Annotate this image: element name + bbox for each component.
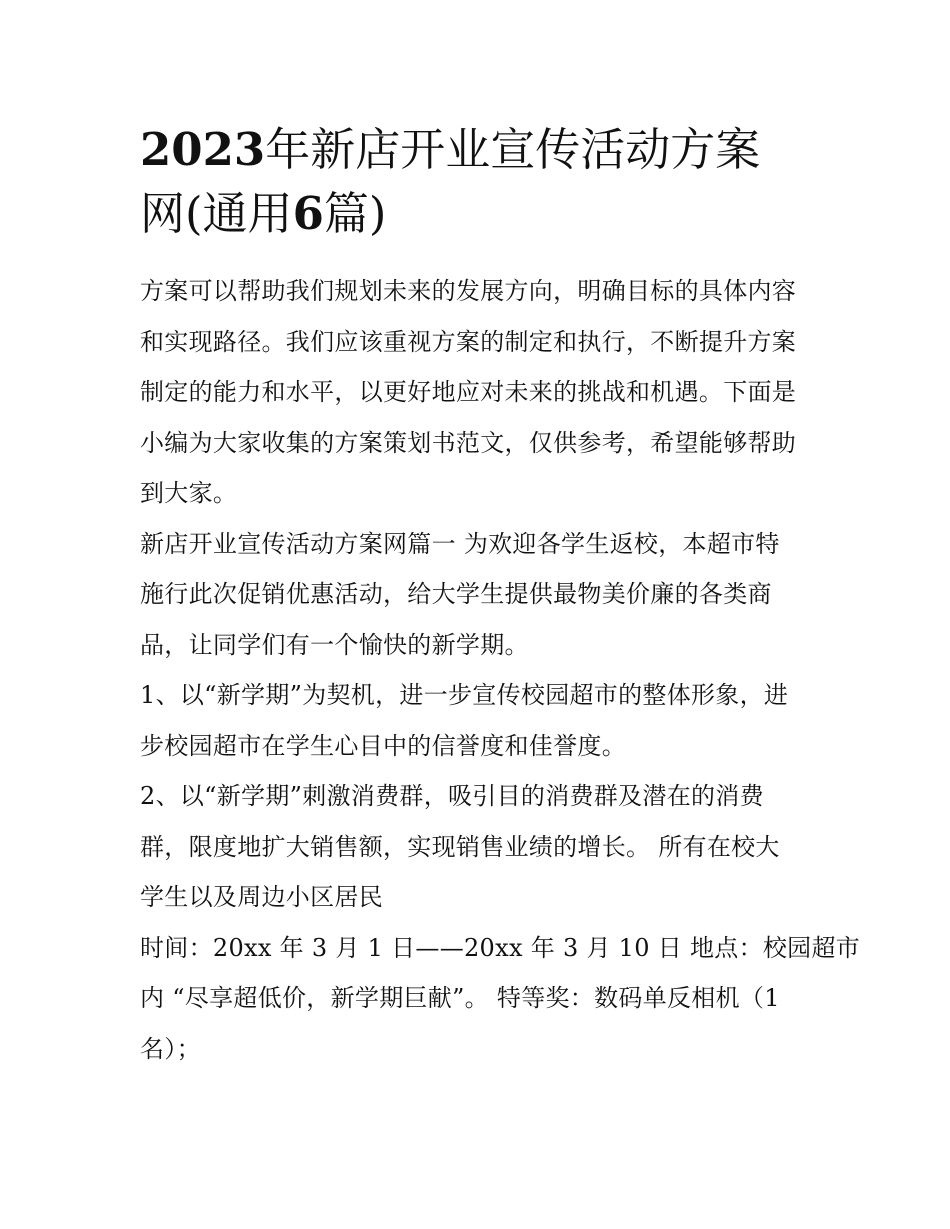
title-line-1 (140, 118, 820, 182)
paragraph-goal-two (140, 771, 820, 923)
text-line: 小编为大家收集的方案策划书范文，仅供参考，希望能够帮助 (140, 428, 797, 457)
title-count: 6 (292, 187, 324, 240)
text-line: 学生以及周边小区居民 (140, 883, 383, 911)
document-body (140, 266, 861, 1074)
document-title (140, 118, 820, 246)
title-text: 篇) (323, 187, 387, 240)
document-page (140, 118, 861, 1074)
text-line: 群，限度地扩大销售额，实现销售业绩的增长。 所有在校大 (140, 832, 780, 861)
text-line: 和实现路径。我们应该重视方案的制定和执行，不断提升方案 (140, 327, 797, 356)
text-line: 1、以“新学期”为契机，进一步宣传校园超市的整体形象，进 (140, 681, 789, 709)
title-year: 2023 (140, 123, 266, 176)
text-line: 名）； (140, 1034, 201, 1063)
title-text: 网(通用 (140, 187, 293, 240)
text-line: 时间：20xx 年 3 月 1 日——20xx 年 3 月 10 日 地点：校园超市 (140, 933, 861, 962)
paragraph-goal-one (140, 670, 820, 771)
text-line: 方案可以帮助我们规划未来的发展方向，明确目标的具体内容 (140, 277, 797, 305)
text-line: 制定的能力和水平，以更好地应对未来的挑战和机遇。下面是 (140, 378, 797, 406)
text-line: 内 “尽享超低价，新学期巨献”。 特等奖：数码单反相机（1 (140, 984, 780, 1012)
paragraph-schedule (140, 923, 861, 1075)
title-text: 年新店开业宣传活动方案 (265, 123, 761, 176)
paragraph-intro (140, 266, 820, 519)
text-line: 2、以“新学期”刺激消费群，吸引目的消费群及潜在的消费 (140, 782, 764, 810)
text-line: 施行此次促销优惠活动，给大学生提供最物美价廉的各类商 (140, 580, 772, 608)
text-line: 步校园超市在学生心目中的信誉度和佳誉度。 (140, 731, 626, 760)
text-line: 新店开业宣传活动方案网篇一 为欢迎各学生返校，本超市特 (140, 529, 780, 558)
title-line-2 (140, 182, 820, 246)
text-line: 品，让同学们有一个愉快的新学期。 (140, 630, 529, 659)
paragraph-section-one (140, 519, 820, 671)
text-line: 到大家。 (140, 479, 238, 507)
